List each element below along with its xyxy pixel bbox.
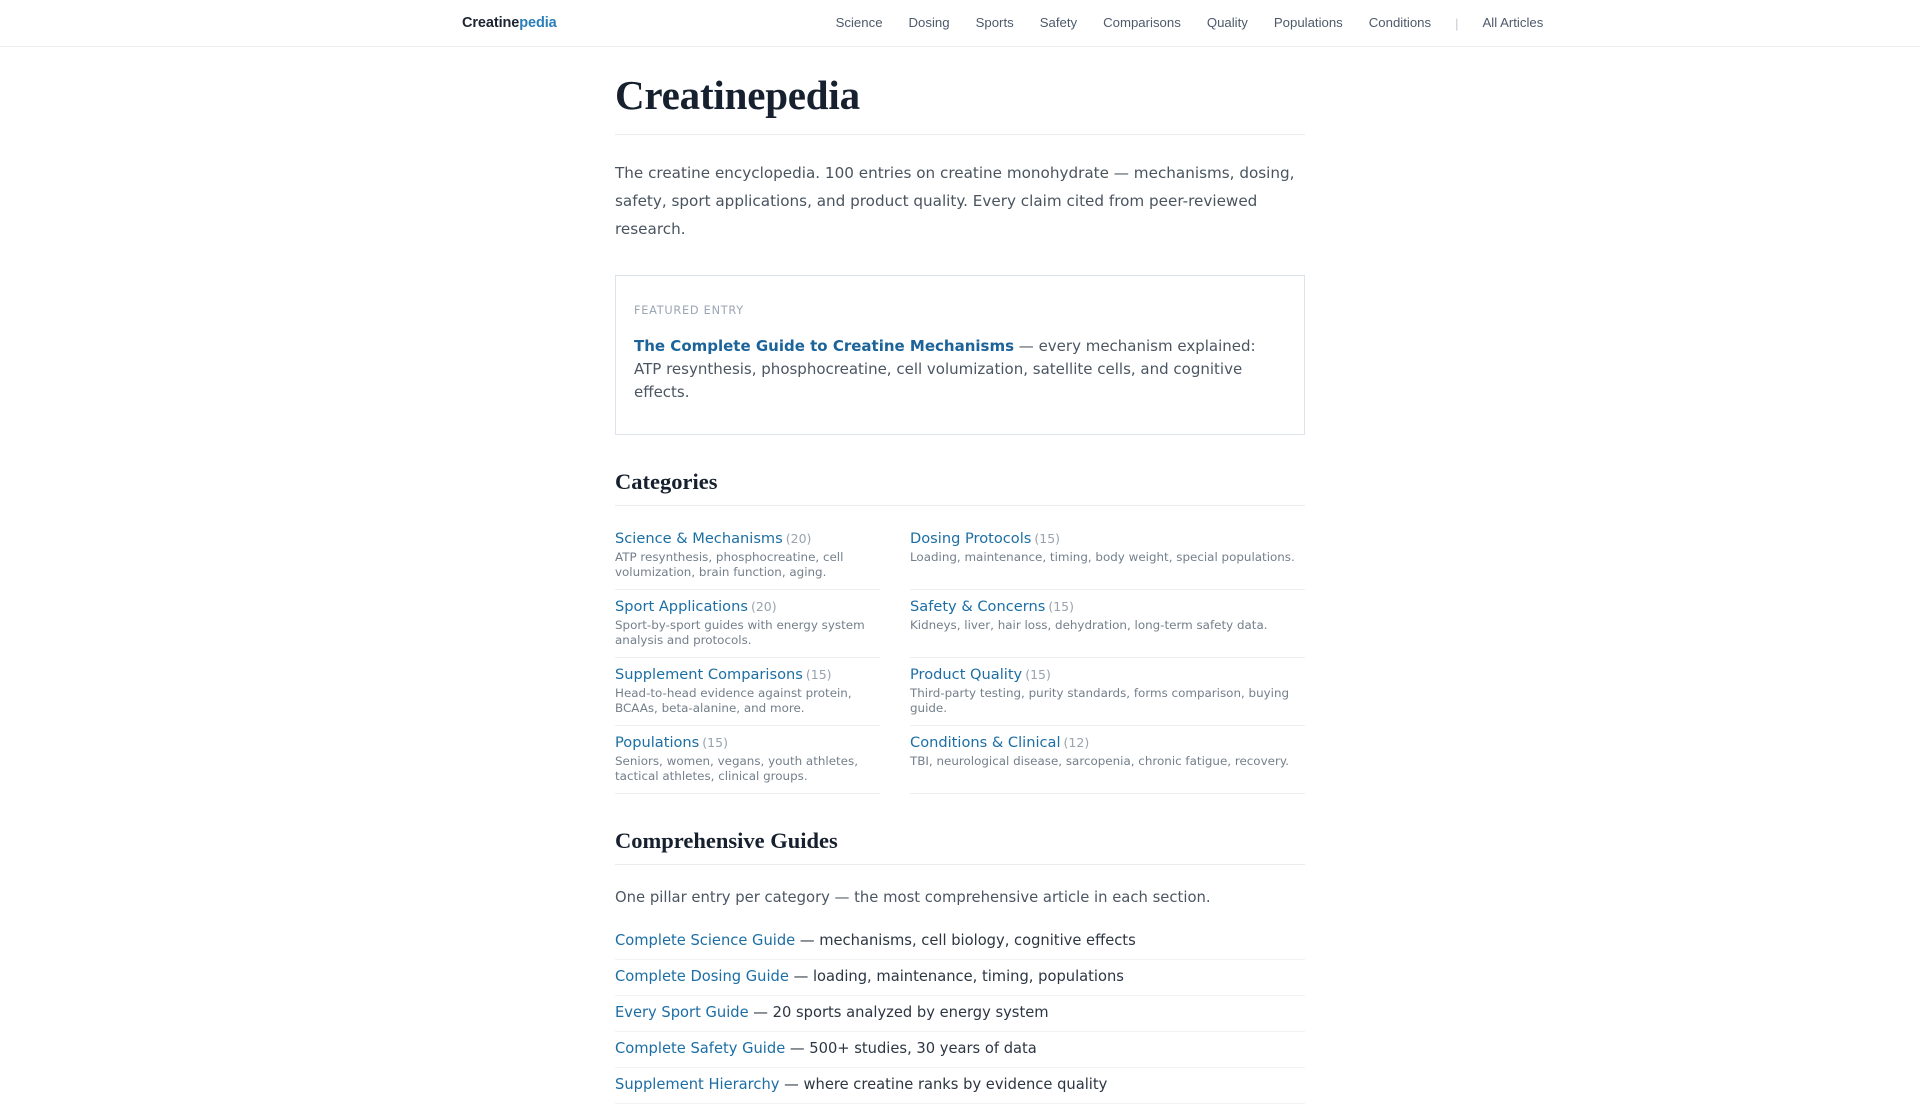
guides-intro-text: One pillar entry per category — the most comprehensive article in each section. (615, 889, 1211, 907)
site-logo[interactable] (462, 15, 557, 31)
nav-item-quality[interactable]: Quality (1206, 15, 1248, 30)
featured-entry-link[interactable]: The Complete Guide to Creatine Mechanisms (634, 337, 1015, 356)
page-intro-text: The creatine encyclopedia. 100 entries on creatine monohydrate — mechanisms, dosing, safety, sport applications, and product quality. Every claim cited from peer-reviewed research. (615, 164, 1295, 239)
guides-list (615, 924, 1305, 1104)
nav-item-populations[interactable]: Populations (1273, 15, 1343, 30)
guides-heading: Comprehensive Guides (615, 828, 1305, 865)
guide-row[interactable] (615, 1032, 1305, 1068)
category-head (910, 597, 1305, 616)
brand-accent-text: pedia (519, 15, 557, 31)
category-head (910, 529, 1305, 548)
category-card[interactable] (615, 522, 880, 590)
category-card[interactable] (910, 726, 1305, 794)
category-count: (20) (750, 599, 777, 615)
category-count: (15) (1025, 667, 1051, 683)
category-description: Head-to-head evidence against protein, BCAAs, beta-alanine, and more. (615, 686, 852, 715)
category-link-science-mechanisms[interactable]: Science & Mechanisms (615, 530, 783, 548)
nav-item-sports[interactable]: Sports (975, 15, 1014, 30)
category-card[interactable] (910, 658, 1305, 726)
category-link-safety-concerns[interactable]: Safety & Concerns (910, 598, 1046, 616)
guide-description: — loading, maintenance, timing, populations (788, 968, 1124, 986)
guide-link-complete-dosing-guide[interactable]: Complete Dosing Guide (615, 968, 789, 986)
categories-section (615, 469, 1305, 794)
category-description: ATP resynthesis, phosphocreatine, cell volumization, brain function, aging. (615, 550, 844, 579)
guide-row[interactable] (615, 996, 1305, 1032)
category-count: (15) (1034, 531, 1061, 547)
brand-primary-text: Creatine (462, 15, 520, 31)
page-title: Creatinepedia (615, 73, 1305, 135)
category-description: Kidneys, liver, hair loss, dehydration, long-term safety data. (910, 618, 1268, 633)
guide-link-complete-safety-guide[interactable]: Complete Safety Guide (615, 1040, 786, 1058)
nav-item-conditions[interactable]: Conditions (1368, 15, 1432, 30)
category-count: (12) (1063, 735, 1090, 751)
comprehensive-guides-section (615, 828, 1305, 1104)
nav-separator: | (1455, 15, 1459, 31)
category-link-sport-applications[interactable]: Sport Applications (615, 598, 748, 616)
guide-link-complete-science-guide[interactable]: Complete Science Guide (615, 932, 796, 950)
category-description: Seniors, women, vegans, youth athletes, tactical athletes, clinical groups. (615, 754, 858, 783)
nav-item-all-articles[interactable]: All Articles (1482, 15, 1544, 30)
guide-description: — 500+ studies, 30 years of data (785, 1040, 1037, 1058)
category-count: (15) (702, 735, 728, 751)
category-card[interactable] (615, 658, 880, 726)
guide-link-every-sport-guide[interactable]: Every Sport Guide (615, 1004, 749, 1022)
featured-entry-card (615, 275, 1305, 435)
category-description: TBI, neurological disease, sarcopenia, chronic fatigue, recovery. (910, 754, 1289, 769)
category-head (910, 733, 1305, 752)
category-card[interactable] (615, 726, 880, 794)
category-link-populations[interactable]: Populations (615, 734, 700, 752)
guide-description: — where creatine ranks by evidence quality (779, 1076, 1108, 1094)
category-description: Third-party testing, purity standards, forms comparison, buying guide. (910, 686, 1290, 715)
nav-item-comparisons[interactable]: Comparisons (1103, 15, 1181, 30)
guide-row[interactable] (615, 924, 1305, 960)
featured-entry-label: FEATURED ENTRY (634, 304, 744, 318)
category-count: (15) (1048, 599, 1074, 615)
category-count: (15) (805, 667, 832, 683)
guide-description: — mechanisms, cell biology, cognitive effects (795, 932, 1136, 950)
guide-row[interactable] (615, 960, 1305, 996)
content-column (615, 47, 1305, 1104)
category-head (910, 665, 1305, 684)
featured-entry-description: — every mechanism explained: ATP resynthesis, phosphocreatine, cell volumization, satellite cells, and cognitive effects. (634, 337, 1256, 402)
category-link-dosing-protocols[interactable]: Dosing Protocols (910, 530, 1032, 548)
category-head (615, 529, 880, 548)
category-description: Loading, maintenance, timing, body weight, special populations. (910, 550, 1295, 565)
nav-item-science[interactable]: Science (835, 15, 883, 30)
category-link-product-quality[interactable]: Product Quality (910, 666, 1023, 684)
main-navigation (836, 15, 1557, 31)
category-description: Sport-by-sport guides with energy system analysis and protocols. (615, 618, 865, 647)
categories-grid (615, 522, 1305, 794)
guide-description: — 20 sports analyzed by energy system (748, 1004, 1049, 1022)
guide-row[interactable] (615, 1068, 1305, 1104)
category-card[interactable] (910, 590, 1305, 658)
featured-entry-body (634, 335, 1286, 404)
page-body (0, 47, 1920, 1104)
categories-heading: Categories (615, 469, 1305, 506)
category-link-supplement-comparisons[interactable]: Supplement Comparisons (615, 666, 803, 684)
site-header (0, 0, 1920, 47)
category-card[interactable] (910, 522, 1305, 590)
category-head (615, 597, 880, 616)
guide-link-supplement-hierarchy[interactable]: Supplement Hierarchy (615, 1076, 780, 1094)
header-inner (0, 0, 1920, 46)
category-head (615, 665, 880, 684)
category-card[interactable] (615, 590, 880, 658)
category-count: (20) (785, 531, 812, 547)
category-head (615, 733, 880, 752)
category-link-conditions-clinical[interactable]: Conditions & Clinical (910, 734, 1061, 752)
nav-item-safety[interactable]: Safety (1039, 15, 1078, 30)
nav-item-dosing[interactable]: Dosing (908, 15, 950, 30)
